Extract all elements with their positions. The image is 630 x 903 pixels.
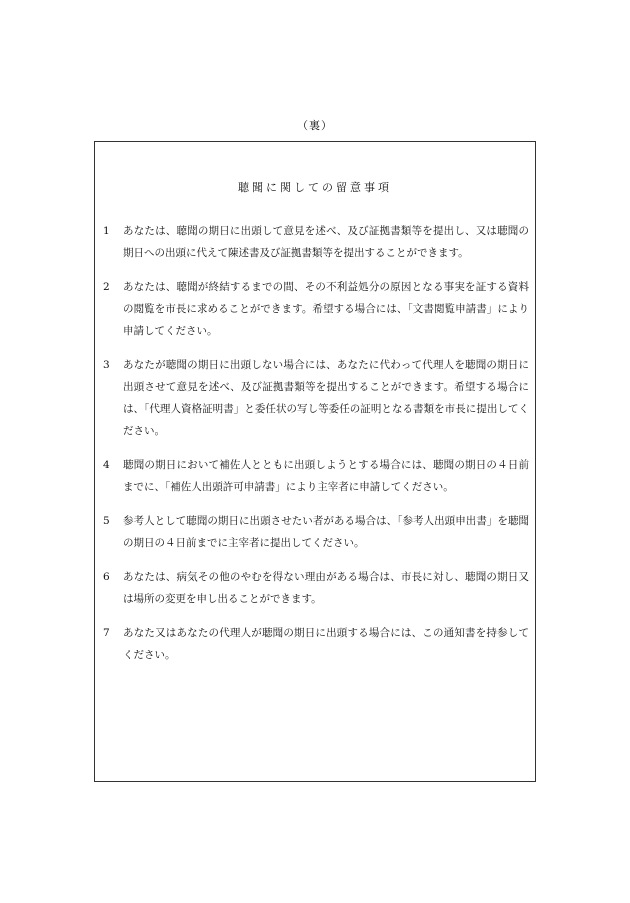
notice-item-number: 1 xyxy=(103,225,110,237)
notice-title: 聴聞に関しての留意事項 xyxy=(238,181,392,194)
notice-item xyxy=(103,276,529,342)
notice-item xyxy=(103,622,529,666)
notice-item-text: 聴聞の期日において補佐人とともに出頭しようとする場合には、聴聞の期日の４日前までに、「補佐人出頭許可申請書」により主宰者に申請してください。 xyxy=(123,459,529,493)
page-side-label: （裏） xyxy=(297,119,333,132)
notice-item-text: 参考人として聴聞の期日に出頭させたい者がある場合は、「参考人出頭申出書」を聴聞の期日の４日前までに主宰者に提出してください。 xyxy=(123,515,529,549)
notice-item-number: 4 xyxy=(103,459,110,471)
notice-item-text: あなたが聴聞の期日に出頭しない場合には、あなたに代わって代理人を聴聞の期日に出頭させて意見を述べ、及び証拠書類等を提出することができます。希望する場合には、「代理人資格証明書」と委任状の写し等委任の証明となる書類を市長に提出してください。 xyxy=(123,359,529,437)
notice-item xyxy=(103,220,529,264)
notice-item xyxy=(103,454,529,498)
notice-box xyxy=(94,141,536,782)
notice-item-text: あなたは、病気その他のやむを得ない理由がある場合は、市長に対し、聴聞の期日又は場所の変更を申し出ることができます。 xyxy=(123,571,529,605)
notice-item xyxy=(103,566,529,610)
notice-item xyxy=(103,354,529,442)
notice-item-number: 5 xyxy=(103,515,110,527)
notice-item xyxy=(103,510,529,554)
notice-item-text: あなたは、聴聞が終結するまでの間、その不利益処分の原因となる事実を証する資料の閲覧を市長に求めることができます。希望する場合には、「文書閲覧申請書」により申請してください。 xyxy=(123,281,529,337)
notice-item-number: 3 xyxy=(103,359,110,371)
notice-item-number: 2 xyxy=(103,281,110,293)
notice-item-number: 6 xyxy=(103,571,110,583)
notice-item-text: あなた又はあなたの代理人が聴聞の期日に出頭する場合には、この通知書を持参してください。 xyxy=(123,627,529,661)
notice-items-list xyxy=(103,220,529,678)
notice-item-text: あなたは、聴聞の期日に出頭して意見を述べ、及び証拠書類等を提出し、又は聴聞の期日への出頭に代えて陳述書及び証拠書類等を提出することができます。 xyxy=(123,225,529,259)
notice-item-number: 7 xyxy=(103,627,110,639)
